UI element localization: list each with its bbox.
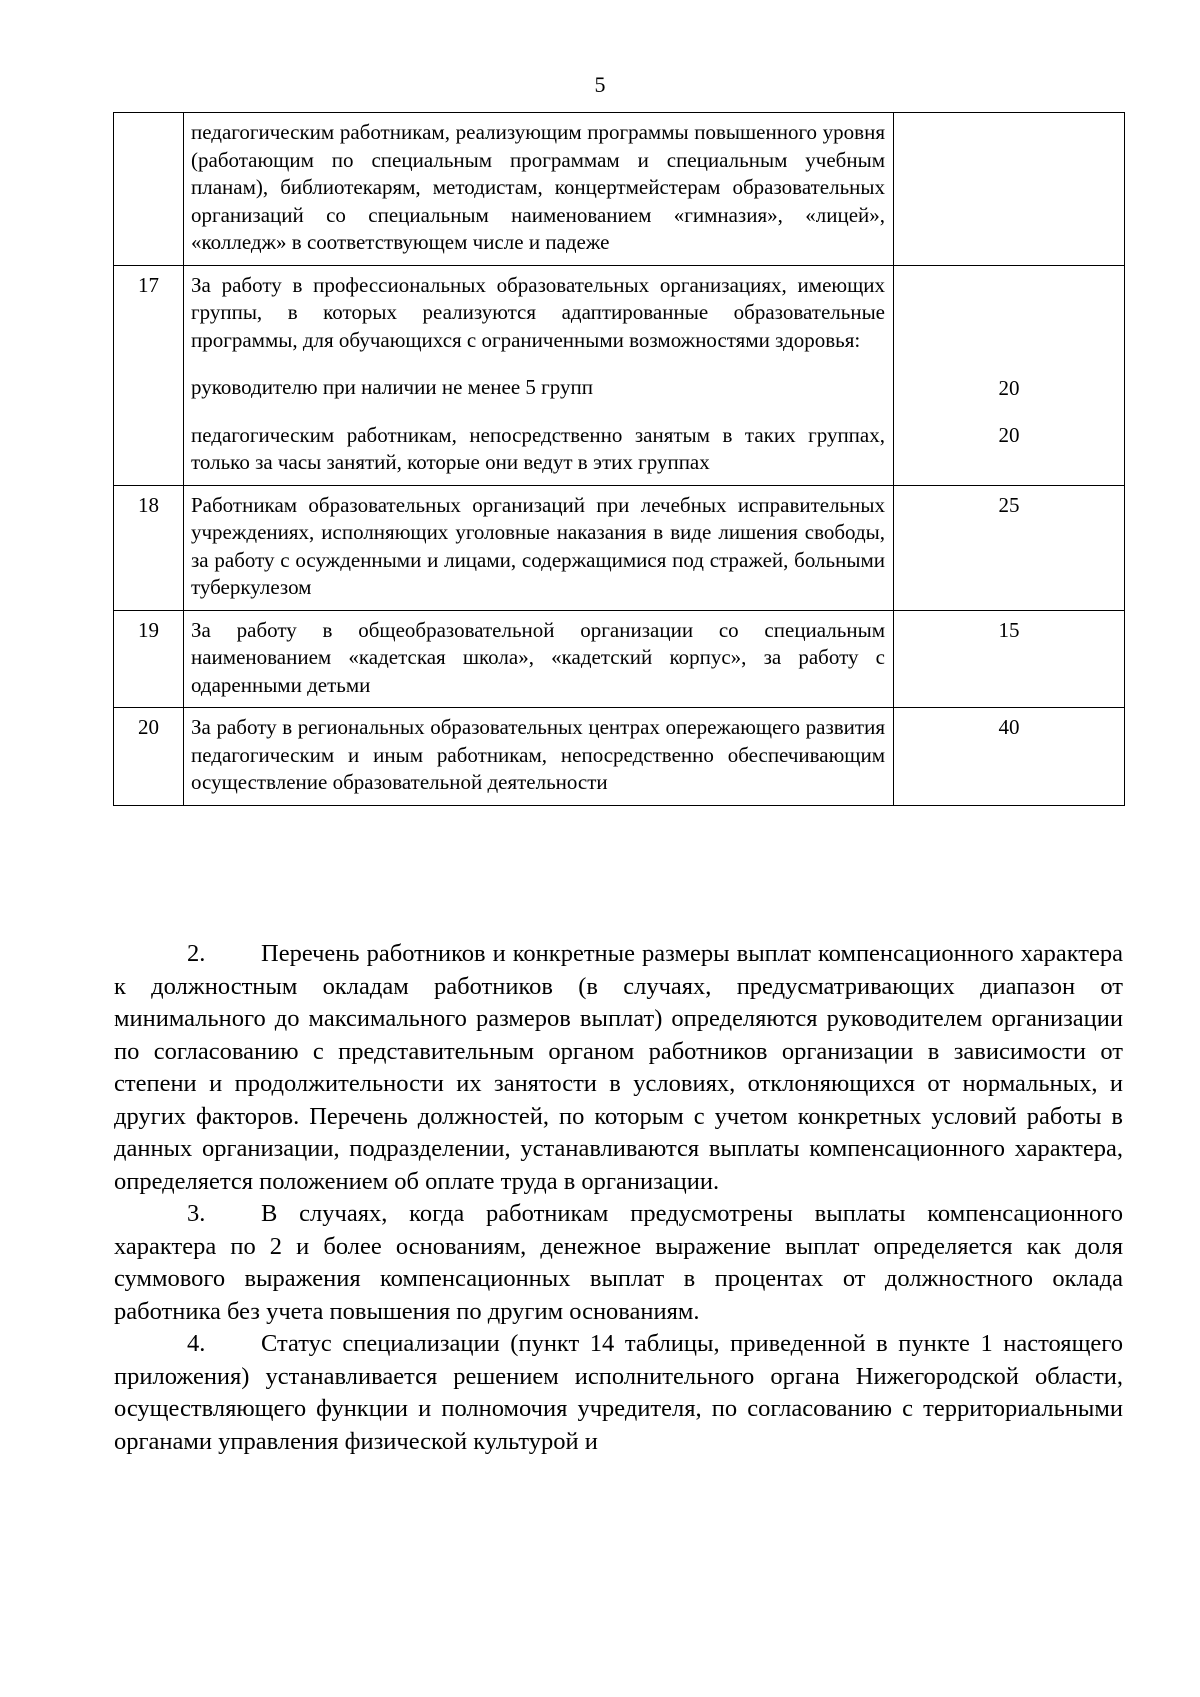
row-number-cell: 17 xyxy=(114,265,184,485)
row-value: 25 xyxy=(998,492,1020,517)
table-row xyxy=(114,485,1125,610)
body-paragraph xyxy=(114,1328,1123,1458)
table-row xyxy=(114,708,1125,806)
row-value-cell xyxy=(894,708,1125,806)
body-paragraph xyxy=(114,1198,1123,1328)
paragraph-number: 3. xyxy=(187,1200,206,1227)
row-description-paragraph: За работу в региональных образовательных центрах опережающего развития педагогическим и иным работникам, непосредственно обеспечивающим осуществление образовательной деятельности xyxy=(191,715,885,794)
compensation-table xyxy=(113,112,1125,806)
row-description-cell xyxy=(184,708,894,806)
row-value-cell xyxy=(894,610,1125,708)
paragraph-text: Статус специализации (пункт 14 таблицы, приведенной в пункте 1 настоящего приложения) устанавливается решением исполнительного органа Нижегородской области, осуществляющего функции и полномочия учредителя, по согласованию с территориальными органами управления физической культурой и xyxy=(114,1330,1123,1455)
row-number-cell xyxy=(114,113,184,266)
row-description-paragraph: педагогическим работникам, непосредственно занятым в таких группах, только за часы занятий, которые они ведут в этих группах xyxy=(191,422,885,474)
paragraph-text: В случаях, когда работникам предусмотрены выплаты компенсационного характера по 2 и более основаниям, денежное выражение выплат определяется как доля суммового выражения компенсационных выплат в процентах от должностного оклада работника без учета повышения по другим основаниям. xyxy=(114,1200,1123,1325)
row-description-cell xyxy=(184,113,894,266)
page-number: 5 xyxy=(594,72,606,97)
body-text xyxy=(114,938,1123,1458)
row-value xyxy=(894,272,1124,355)
row-description-cell xyxy=(184,610,894,708)
row-description-paragraph: педагогическим работникам, реализующим программы повышенного уровня (работающим по специальным программам и специальным учебным планам), библиотекарям, методистам, концертмейстерам образовательных организаций со специальным наименованием «гимназия», «лицей», «колледж» в соответствующем числе и падеже xyxy=(191,120,885,254)
row-description-paragraph: За работу в профессиональных образовательных организациях, имеющих группы, в которых реализуются адаптированные образовательные программы, для обучающихся с ограниченными возможностями здоровья: xyxy=(191,272,885,352)
row-description-cell xyxy=(184,265,894,485)
paragraph-number: 4. xyxy=(187,1330,206,1357)
row-description-paragraph: Работникам образовательных организаций при лечебных исправительных учреждениях, исполняющих уголовные наказания в виде лишения свободы, за работу с осужденными и лицами, содержащимися под стражей, больными туберкулезом xyxy=(191,492,885,599)
row-description-cell xyxy=(184,485,894,610)
row-description-paragraph: За работу в общеобразовательной организации со специальным наименованием «кадетская школа», «кадетский корпус», за работу с одаренными детьми xyxy=(191,617,885,697)
row-number-cell: 19 xyxy=(114,610,184,708)
row-value-cell xyxy=(894,113,1125,266)
table-body xyxy=(114,113,1125,806)
paragraph-text: Перечень работников и конкретные размеры выплат компенсационного характера к должностным окладам работников (в случаях, предусматривающих диапазон от минимального до максимального размеров выплат) определяются руководителем организации по согласованию с представительным органом работников организации в зависимости от степени и продолжительности их занятости в условиях, отклоняющихся от нормальных, и других факторов. Перечень должностей, по которым с учетом конкретных условий работы в данных организации, подразделении, устанавливаются выплаты компенсационного характера, определяется положением об оплате труда в организации. xyxy=(114,940,1123,1195)
row-value: 20 xyxy=(998,423,1020,447)
paragraph-number: 2. xyxy=(187,940,206,967)
table-row xyxy=(114,265,1125,485)
row-value-cell xyxy=(894,485,1125,610)
row-value-cell xyxy=(894,265,1125,485)
row-value: 15 xyxy=(998,617,1020,642)
row-number-cell: 20 xyxy=(114,708,184,806)
table-row xyxy=(114,113,1125,266)
row-value: 20 xyxy=(998,375,1020,400)
body-paragraph xyxy=(114,938,1123,1198)
row-number-cell: 18 xyxy=(114,485,184,610)
row-value: 40 xyxy=(998,715,1020,739)
row-description-paragraph: руководителю при наличии не менее 5 групп xyxy=(191,375,593,399)
table-row xyxy=(114,610,1125,708)
